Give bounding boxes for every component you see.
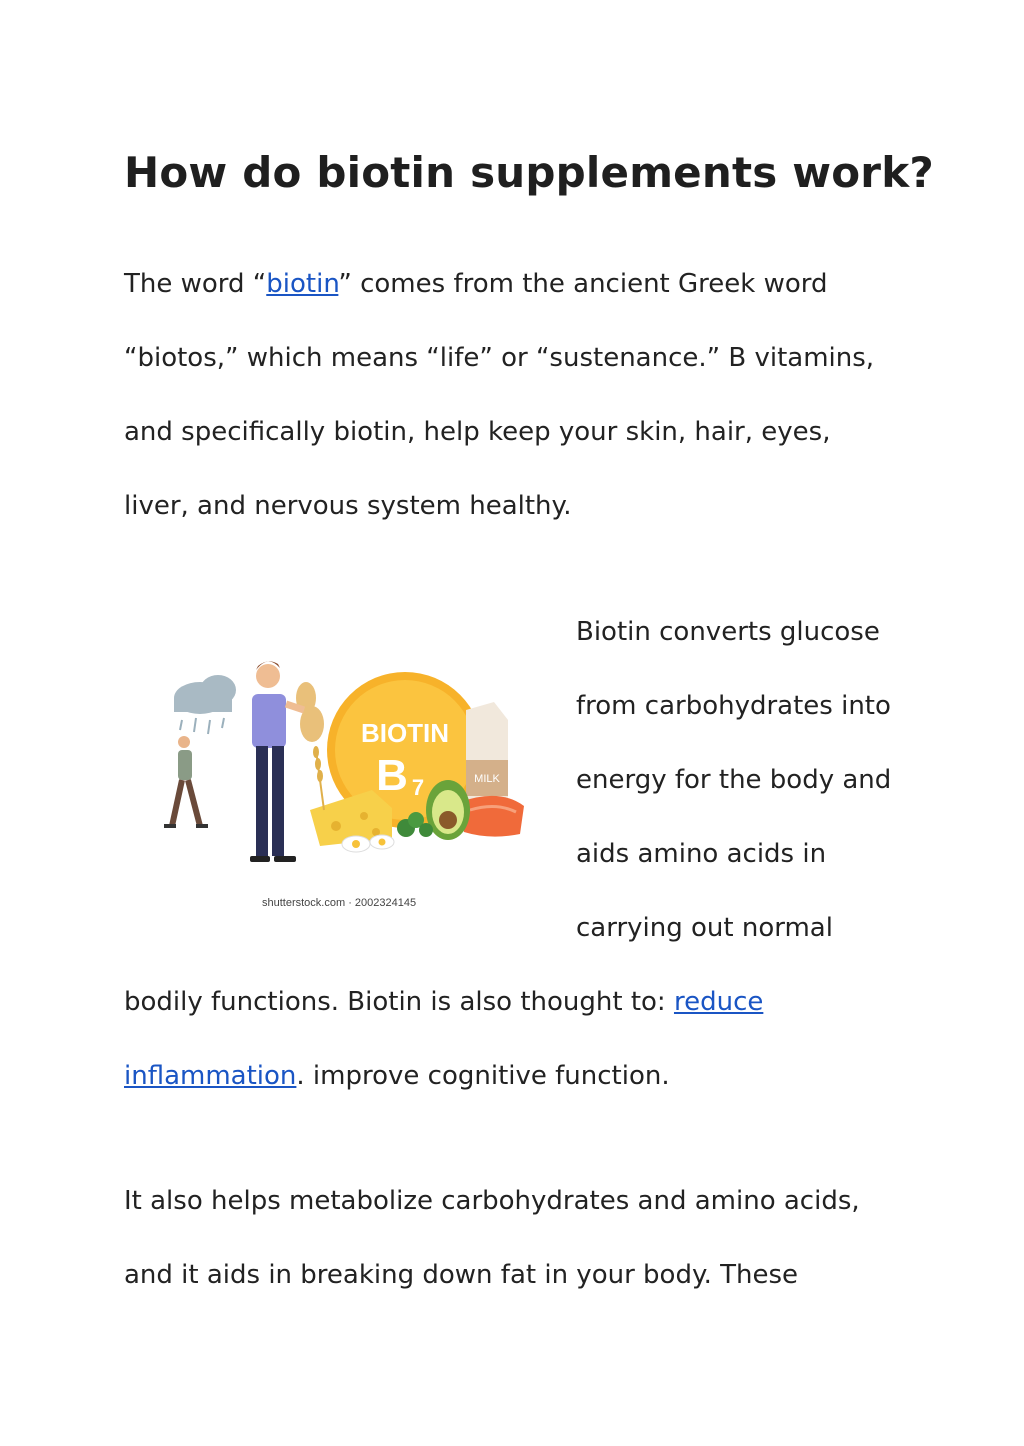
walking-man-icon — [164, 736, 208, 828]
wheat-icon — [313, 746, 324, 810]
paragraph-2-line-2: from carbohydrates into — [576, 691, 891, 721]
salmon-icon — [460, 796, 524, 837]
text: The word “ — [124, 269, 267, 299]
paragraph-1-line-3: and specifically biotin, help keep your skin, hair, eyes, — [124, 417, 831, 447]
image-credit: shutterstock.com · 2002324145 — [262, 897, 417, 909]
paragraph-1-line-4: liver, and nervous system healthy. — [124, 491, 572, 521]
paragraph-2-line-6 — [124, 986, 763, 1018]
rain-cloud-icon — [174, 675, 236, 734]
badge-title: BIOTIN — [360, 718, 450, 748]
text: . improve cognitive function. — [296, 1061, 670, 1091]
paragraph-2-line-1: Biotin converts glucose — [576, 617, 880, 647]
paragraph-1-line-2: “biotos,” which means “life” or “sustenance.” B vitamins, — [124, 343, 875, 373]
paragraph-3-line-1: It also helps metabolize carbohydrates and amino acids, — [124, 1186, 860, 1216]
carton-label: MILK — [474, 773, 500, 785]
page-title: How do biotin supplements work? — [124, 148, 934, 197]
paragraph-2-line-5: carrying out normal — [576, 913, 833, 943]
text: bodily functions. Biotin is also thought to: — [124, 987, 674, 1017]
reduce-inflammation-link-cont[interactable]: inflammation — [124, 1061, 297, 1091]
illustration-svg — [160, 640, 550, 890]
badge-subscript: 7 — [411, 775, 425, 800]
text: ” comes from the ancient Greek word — [338, 269, 828, 299]
paragraph-2-line-3: energy for the body and — [576, 765, 892, 795]
reduce-inflammation-link[interactable]: reduce — [673, 987, 764, 1017]
paragraph-2-line-7 — [124, 1060, 670, 1092]
paragraph-1-line-1 — [124, 268, 828, 300]
biotin-illustration — [160, 640, 550, 930]
badge-letter: B — [376, 751, 408, 800]
man-holding-peanut-icon — [250, 661, 324, 862]
paragraph-3-line-2: and it aids in breaking down fat in your body. These — [124, 1260, 799, 1290]
biotin-link[interactable]: biotin — [266, 269, 339, 299]
paragraph-2-line-4: aids amino acids in — [576, 839, 827, 869]
